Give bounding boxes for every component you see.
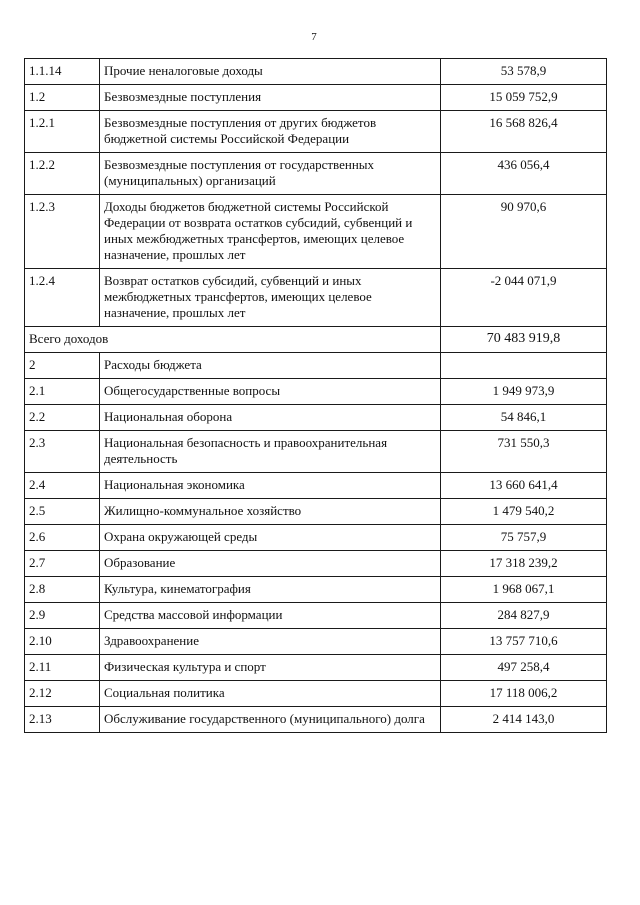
row-name: Безвозмездные поступления от государственных (муниципальных) организаций bbox=[100, 153, 441, 195]
row-name: Средства массовой информации bbox=[100, 603, 441, 629]
table-row bbox=[25, 405, 607, 431]
row-name: Культура, кинематография bbox=[100, 577, 441, 603]
row-value: -2 044 071,9 bbox=[441, 269, 607, 327]
page-number: 7 bbox=[311, 31, 317, 43]
row-code: 2.8 bbox=[25, 577, 100, 603]
row-name: Охрана окружающей среды bbox=[100, 525, 441, 551]
budget-table bbox=[24, 58, 607, 733]
row-code: 2.3 bbox=[25, 431, 100, 473]
row-value: 1 949 973,9 bbox=[441, 379, 607, 405]
row-code: 2.6 bbox=[25, 525, 100, 551]
row-code: 2.4 bbox=[25, 473, 100, 499]
table-row bbox=[25, 655, 607, 681]
total-income-label: Всего доходов bbox=[25, 327, 441, 353]
table-row bbox=[25, 551, 607, 577]
row-code: 2.7 bbox=[25, 551, 100, 577]
row-name: Национальная экономика bbox=[100, 473, 441, 499]
table-row bbox=[25, 473, 607, 499]
row-code: 2.1 bbox=[25, 379, 100, 405]
row-value: 15 059 752,9 bbox=[441, 85, 607, 111]
row-value: 731 550,3 bbox=[441, 431, 607, 473]
row-value: 16 568 826,4 bbox=[441, 111, 607, 153]
row-name: Прочие неналоговые доходы bbox=[100, 59, 441, 85]
row-name: Доходы бюджетов бюджетной системы Российской Федерации от возврата остатков субсидий, субвенций и иных межбюджетных трансфертов, имеющих целевое назначение, прошлых лет bbox=[100, 195, 441, 269]
table-row bbox=[25, 431, 607, 473]
row-code: 2.13 bbox=[25, 707, 100, 733]
row-value: 13 757 710,6 bbox=[441, 629, 607, 655]
row-value: 17 118 006,2 bbox=[441, 681, 607, 707]
row-name: Национальная оборона bbox=[100, 405, 441, 431]
row-code: 1.2.4 bbox=[25, 269, 100, 327]
row-code: 1.2.3 bbox=[25, 195, 100, 269]
row-value: 53 578,9 bbox=[441, 59, 607, 85]
row-name: Расходы бюджета bbox=[100, 353, 441, 379]
row-name: Безвозмездные поступления от других бюджетов бюджетной системы Российской Федерации bbox=[100, 111, 441, 153]
row-code: 1.2.1 bbox=[25, 111, 100, 153]
row-name: Возврат остатков субсидий, субвенций и иных межбюджетных трансфертов, имеющих целевое назначение, прошлых лет bbox=[100, 269, 441, 327]
row-code: 2.5 bbox=[25, 499, 100, 525]
table-row bbox=[25, 85, 607, 111]
row-value: 497 258,4 bbox=[441, 655, 607, 681]
row-value: 90 970,6 bbox=[441, 195, 607, 269]
table-row bbox=[25, 603, 607, 629]
table-row bbox=[25, 153, 607, 195]
row-value: 17 318 239,2 bbox=[441, 551, 607, 577]
row-code: 2 bbox=[25, 353, 100, 379]
row-name: Национальная безопасность и правоохранительная деятельность bbox=[100, 431, 441, 473]
table-row bbox=[25, 353, 607, 379]
table-row bbox=[25, 195, 607, 269]
row-name: Обслуживание государственного (муниципального) долга bbox=[100, 707, 441, 733]
row-value: 436 056,4 bbox=[441, 153, 607, 195]
row-value: 2 414 143,0 bbox=[441, 707, 607, 733]
row-code: 1.1.14 bbox=[25, 59, 100, 85]
row-name: Здравоохранение bbox=[100, 629, 441, 655]
row-name: Жилищно-коммунальное хозяйство bbox=[100, 499, 441, 525]
table-row bbox=[25, 525, 607, 551]
row-code: 2.2 bbox=[25, 405, 100, 431]
row-name: Безвозмездные поступления bbox=[100, 85, 441, 111]
row-code: 2.9 bbox=[25, 603, 100, 629]
row-name: Физическая культура и спорт bbox=[100, 655, 441, 681]
row-code: 2.11 bbox=[25, 655, 100, 681]
table-row bbox=[25, 681, 607, 707]
table-row bbox=[25, 379, 607, 405]
table-row bbox=[25, 577, 607, 603]
row-value: 54 846,1 bbox=[441, 405, 607, 431]
row-value: 284 827,9 bbox=[441, 603, 607, 629]
table-row bbox=[25, 269, 607, 327]
row-value bbox=[441, 353, 607, 379]
table-row bbox=[25, 59, 607, 85]
total-income-row bbox=[25, 327, 607, 353]
row-code: 2.10 bbox=[25, 629, 100, 655]
row-value: 1 479 540,2 bbox=[441, 499, 607, 525]
row-code: 2.12 bbox=[25, 681, 100, 707]
row-code: 1.2.2 bbox=[25, 153, 100, 195]
table-row bbox=[25, 499, 607, 525]
table-row bbox=[25, 629, 607, 655]
row-value: 75 757,9 bbox=[441, 525, 607, 551]
total-income-value: 70 483 919,8 bbox=[441, 327, 607, 353]
row-value: 13 660 641,4 bbox=[441, 473, 607, 499]
row-code: 1.2 bbox=[25, 85, 100, 111]
row-name: Общегосударственные вопросы bbox=[100, 379, 441, 405]
row-name: Образование bbox=[100, 551, 441, 577]
table-row bbox=[25, 111, 607, 153]
row-name: Социальная политика bbox=[100, 681, 441, 707]
table-row bbox=[25, 707, 607, 733]
row-value: 1 968 067,1 bbox=[441, 577, 607, 603]
